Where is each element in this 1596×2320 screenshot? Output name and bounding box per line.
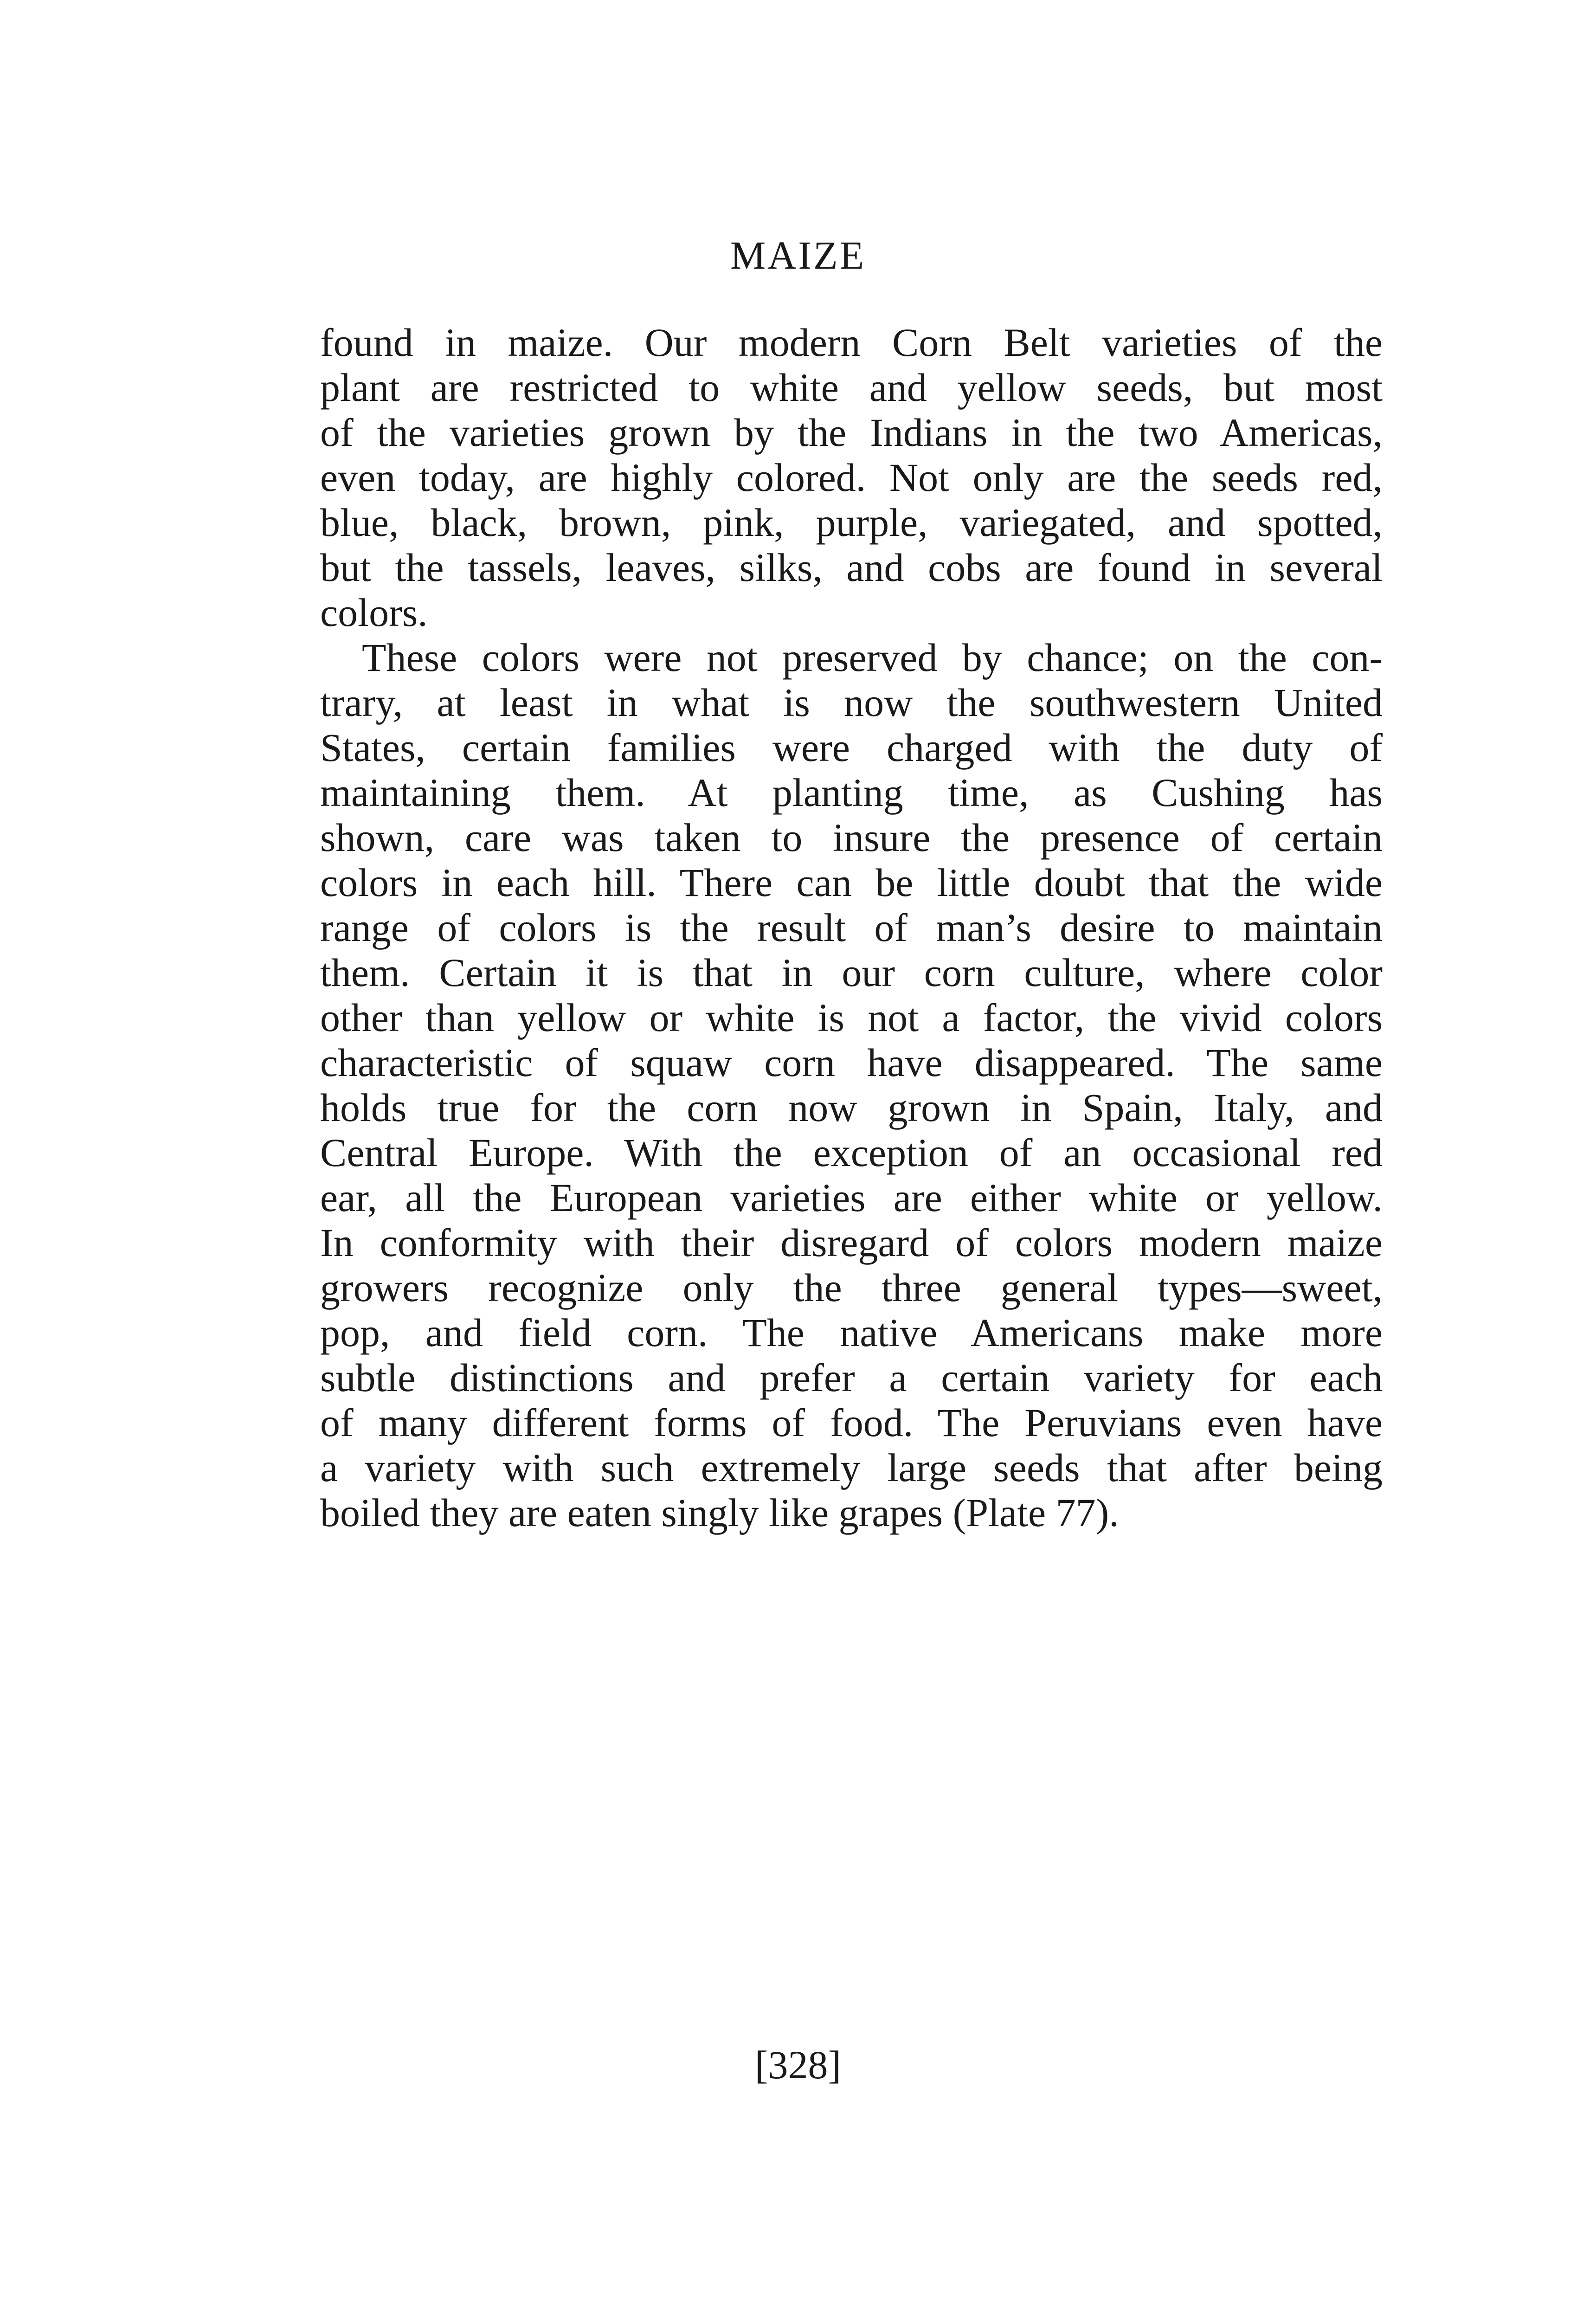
text-line: Central Europe. With the exception of an occasional red xyxy=(320,1130,1383,1175)
text-line: of the varieties grown by the Indians in the two Americas, xyxy=(320,410,1383,455)
text-line: even today, are highly colored. Not only are the seeds red, xyxy=(320,455,1383,500)
text-line: plant are restricted to white and yellow seeds, but most xyxy=(320,365,1383,410)
text-line: ear, all the European varieties are either white or yellow. xyxy=(320,1175,1383,1220)
text-line: subtle distinctions and prefer a certain variety for each xyxy=(320,1355,1383,1400)
text-line: trary, at least in what is now the southwestern United xyxy=(320,680,1383,725)
text-line: States, certain families were charged with the duty of xyxy=(320,725,1383,770)
text-line: maintaining them. At planting time, as Cushing has xyxy=(320,770,1383,815)
text-line: characteristic of squaw corn have disappeared. The same xyxy=(320,1040,1383,1085)
text-line: In conformity with their disregard of colors modern maize xyxy=(320,1220,1383,1265)
text-line: pop, and field corn. The native Americans make more xyxy=(320,1310,1383,1355)
text-line: shown, care was taken to insure the presence of certain xyxy=(320,815,1383,860)
text-line: boiled they are eaten singly like grapes (Plate 77). xyxy=(320,1490,1119,1535)
text-line: colors in each hill. There can be little doubt that the wide xyxy=(320,860,1383,905)
running-head: MAIZE xyxy=(730,233,866,277)
text-line: other than yellow or white is not a factor, the vivid colors xyxy=(320,995,1383,1040)
text-line: found in maize. Our modern Corn Belt varieties of the xyxy=(320,320,1383,365)
text-line: a variety with such extremely large seeds that after being xyxy=(320,1445,1383,1490)
text-line: but the tassels, leaves, silks, and cobs are found in several xyxy=(320,545,1383,590)
text-line: range of colors is the result of man’s desire to maintain xyxy=(320,905,1383,950)
body-text xyxy=(320,320,1383,1535)
text-line: colors. xyxy=(320,590,428,635)
text-line: them. Certain it is that in our corn culture, where color xyxy=(320,950,1383,995)
text-line: These colors were not preserved by chance; on the con- xyxy=(362,635,1383,680)
text-line: blue, black, brown, pink, purple, variegated, and spotted, xyxy=(320,500,1383,545)
text-line: holds true for the corn now grown in Spain, Italy, and xyxy=(320,1085,1383,1130)
page-number: [328] xyxy=(754,2043,842,2087)
text-line: of many different forms of food. The Peruvians even have xyxy=(320,1400,1383,1445)
text-line: growers recognize only the three general types—sweet, xyxy=(320,1265,1383,1310)
